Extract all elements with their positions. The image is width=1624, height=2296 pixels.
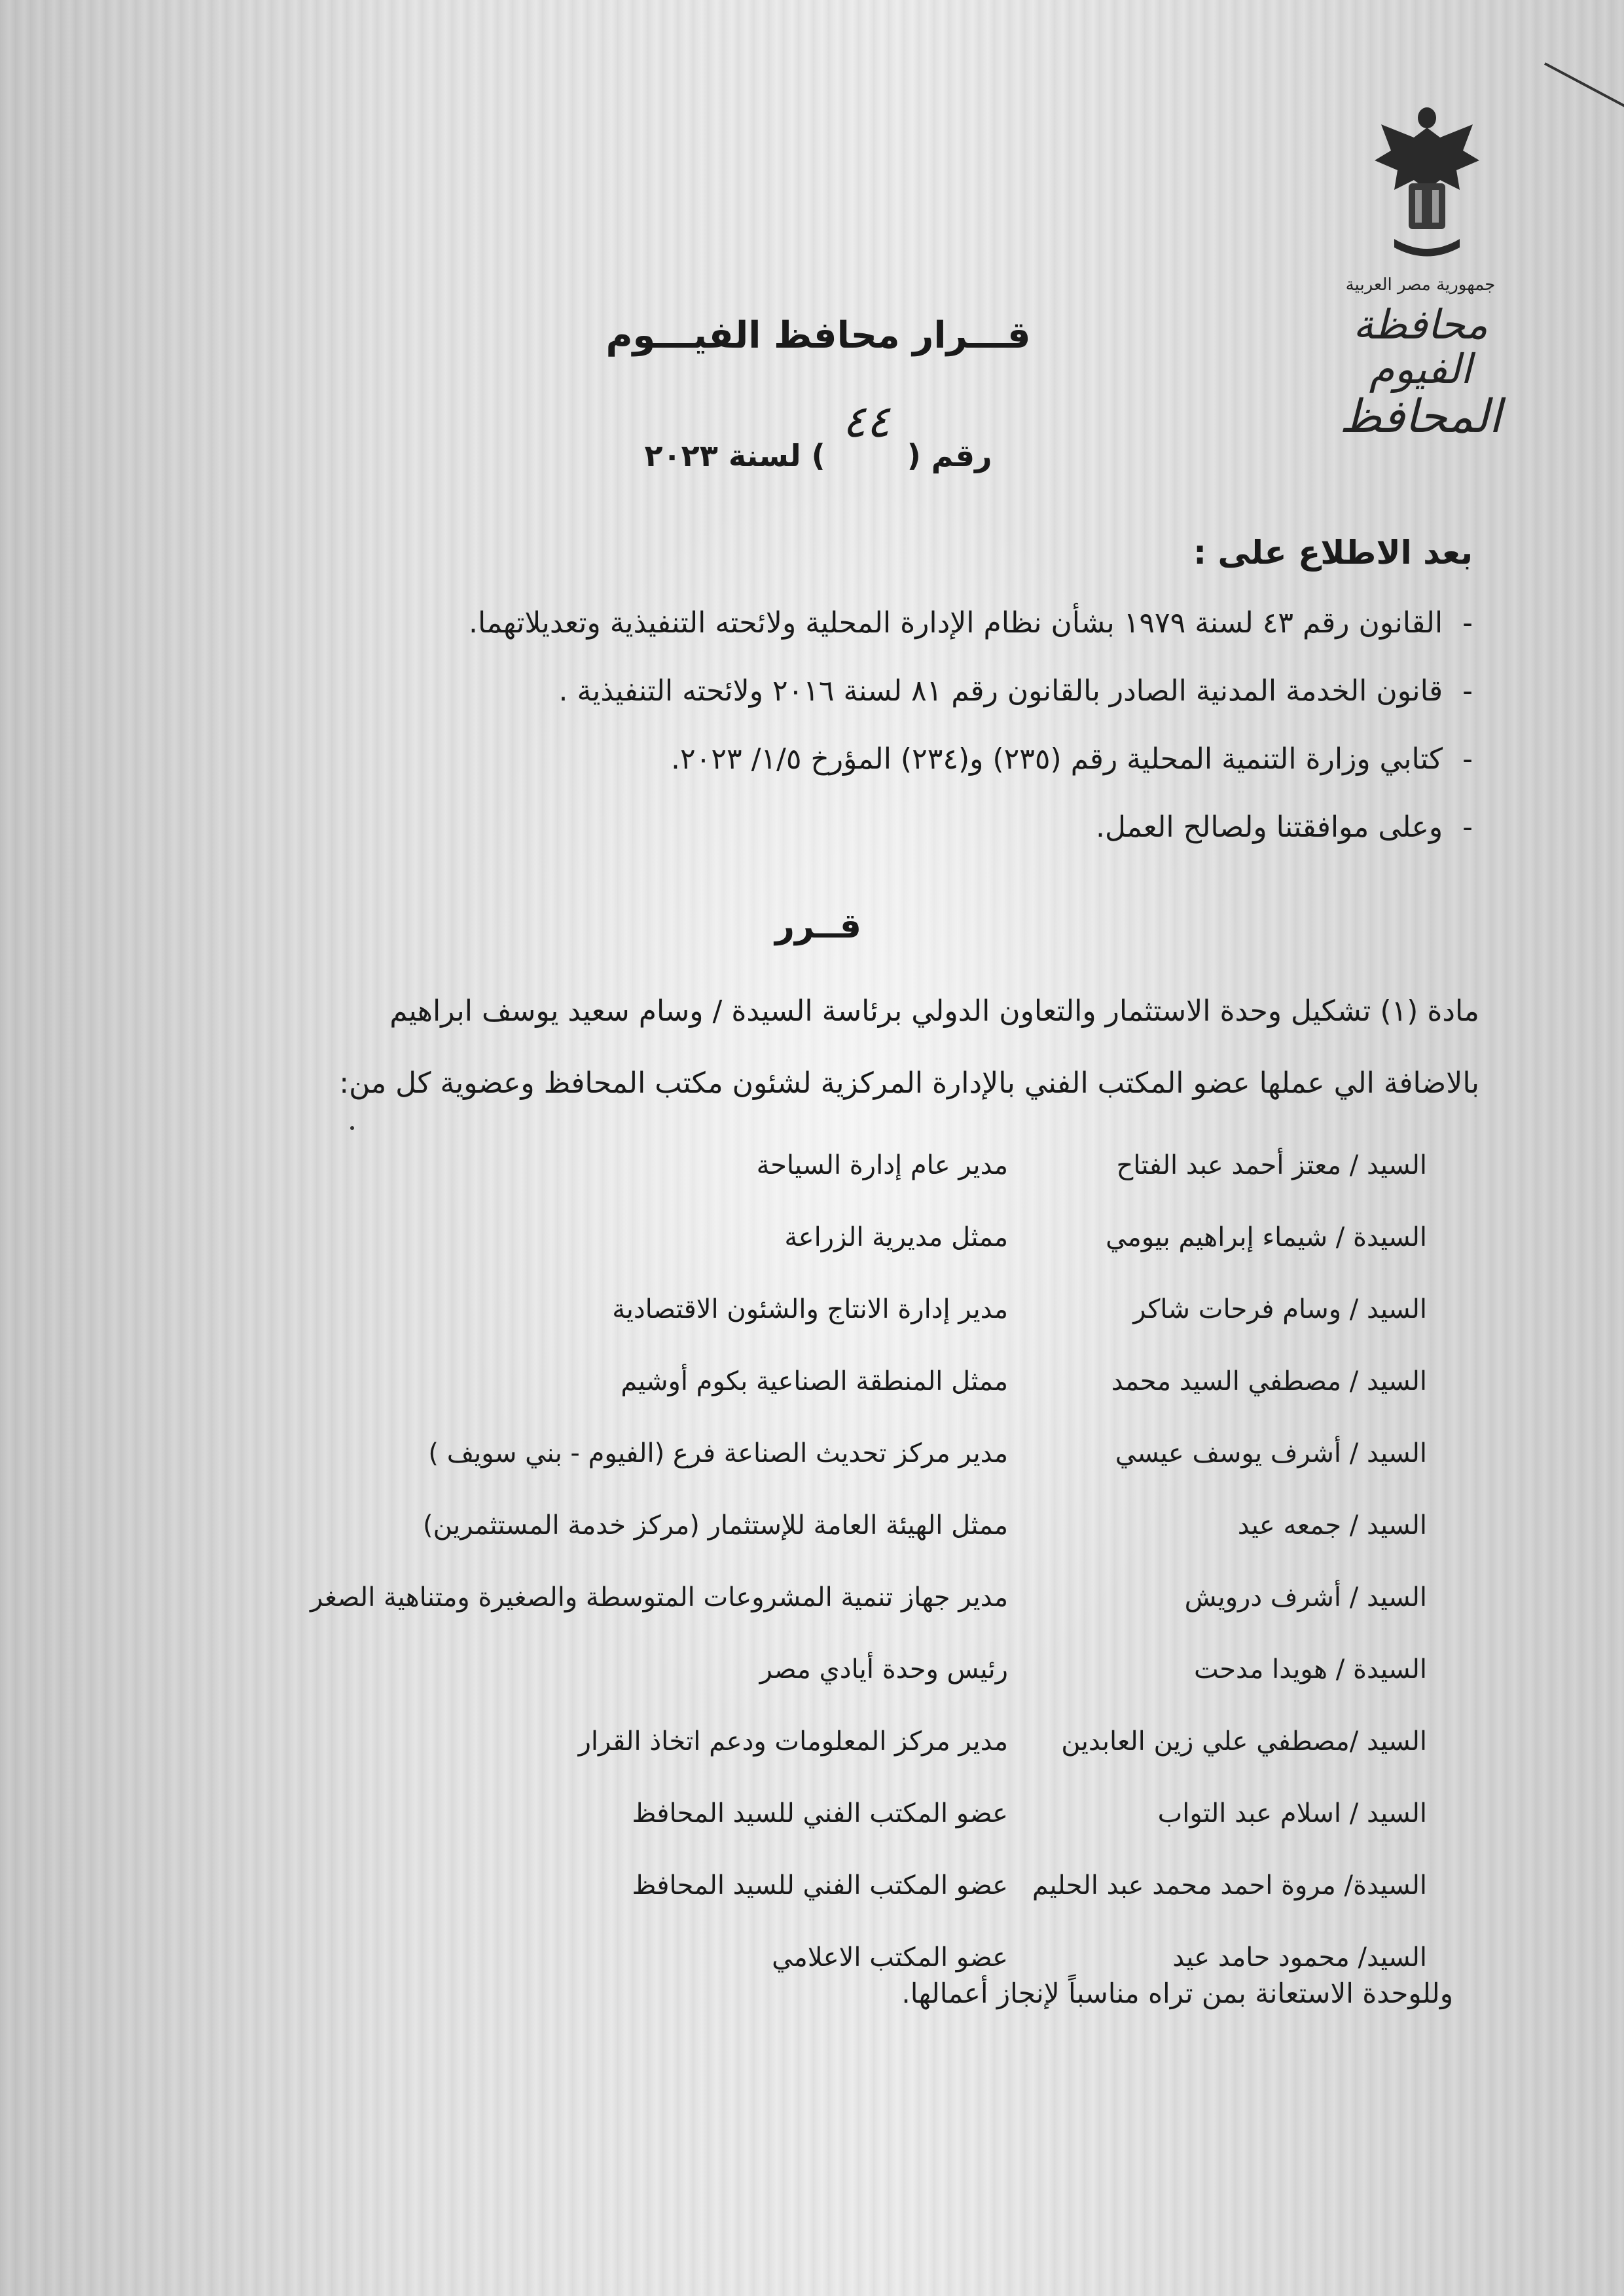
member-name: السيد / اسلام عبد التواب — [1157, 1798, 1427, 1829]
member-row — [118, 1201, 1427, 1273]
reference-item: -قانون الخدمة المدنية الصادر بالقانون رقم ٨١ لسنة ٢٠١٦ ولائحته التنفيذية . — [558, 674, 1473, 708]
member-role: عضو المكتب الاعلامي — [772, 1942, 1008, 1973]
reference-text: قانون الخدمة المدنية الصادر بالقانون رقم ٨١ لسنة ٢٠١٦ ولائحته التنفيذية . — [558, 674, 1443, 708]
member-role: مدير عام إدارة السياحة — [756, 1150, 1008, 1180]
member-name: السيد / وسام فرحات شاكر — [1133, 1294, 1427, 1324]
member-role: ممثل مديرية الزراعة — [784, 1222, 1008, 1252]
member-row — [118, 1345, 1427, 1417]
member-row — [118, 1417, 1427, 1489]
article-line-2: بالاضافة الي عملها عضو المكتب الفني بالإدارة المركزية لشئون مكتب المحافظ وعضوية كل من: — [339, 1066, 1479, 1100]
member-row — [118, 1633, 1427, 1705]
member-row — [118, 1129, 1427, 1201]
member-row — [118, 1777, 1427, 1850]
reference-item: -وعلى موافقتنا ولصالح العمل. — [1096, 811, 1473, 844]
decision-heading: قــرر — [775, 907, 861, 946]
corner-pen-mark — [1544, 62, 1624, 111]
member-role: ممثل المنطقة الصناعية بكوم أوشيم — [621, 1366, 1008, 1396]
member-name: السيد / أشرف درويش — [1184, 1582, 1427, 1613]
member-role: ممثل الهيئة العامة للإستثمار (مركز خدمة المستثمرين) — [423, 1510, 1008, 1540]
member-name: السيد / أشرف يوسف عيسي — [1115, 1438, 1427, 1468]
member-row — [118, 1561, 1427, 1633]
member-role: مدير إدارة الانتاج والشئون الاقتصادية — [612, 1294, 1008, 1324]
article-one — [183, 975, 1479, 1120]
member-role: رئيس وحدة أيادي مصر — [759, 1654, 1008, 1685]
letterhead — [1309, 275, 1532, 442]
decree-number-line — [622, 396, 1015, 477]
decree-number-prefix: رقم ( — [907, 438, 992, 473]
letterhead-governorate: محافظة الفيوم — [1353, 301, 1488, 393]
decree-number: ٤٤ — [842, 396, 890, 448]
closing-line: وللوحدة الاستعانة بمن تراه مناسباً لإنجاز أعمالها. — [901, 1977, 1453, 2009]
member-role: مدير جهاز تنمية المشروعات المتوسطة والصغيرة ومتناهية الصغر — [310, 1582, 1008, 1613]
member-name: السيد / جمعه عيد — [1237, 1510, 1427, 1540]
article-line-1: مادة (١) تشكيل وحدة الاستثمار والتعاون الدولي برئاسة السيدة / وسام سعيد يوسف ابراهيم — [389, 994, 1479, 1028]
member-name: السيد / مصطفي السيد محمد — [1111, 1366, 1427, 1396]
member-row — [118, 1850, 1427, 1922]
member-name: السيد/ محمود حامد عيد — [1172, 1942, 1427, 1973]
reference-text: كتابي وزارة التنمية المحلية رقم (٢٣٥) و(٢٣٤) المؤرخ ١/٥/ ٢٠٢٣. — [671, 742, 1443, 776]
references-list — [170, 589, 1473, 862]
reference-text: وعلى موافقتنا ولصالح العمل. — [1096, 811, 1443, 844]
member-name: السيدة / شيماء إبراهيم بيومي — [1106, 1222, 1427, 1252]
reference-item: -القانون رقم ٤٣ لسنة ١٩٧٩ بشأن نظام الإدارة المحلية ولائحته التنفيذية وتعديلاتهما. — [469, 606, 1473, 640]
reference-item: -كتابي وزارة التنمية المحلية رقم (٢٣٥) و(٢٣٤) المؤرخ ١/٥/ ٢٠٢٣. — [671, 742, 1473, 776]
member-row — [118, 1489, 1427, 1561]
member-role: عضو المكتب الفني للسيد المحافظ — [632, 1870, 1008, 1901]
member-name: السيدة/ مروة احمد محمد عبد الحليم — [1032, 1870, 1427, 1901]
member-name: السيد / معتز أحمد عبد الفتاح — [1116, 1150, 1427, 1180]
letterhead-office: المحافظ — [1339, 390, 1502, 444]
eagle-emblem-icon — [1368, 98, 1486, 262]
members-list — [118, 1129, 1427, 1994]
decree-number-suffix: ) لسنة ٢٠٢٣ — [644, 438, 825, 473]
reference-text: القانون رقم ٤٣ لسنة ١٩٧٩ بشأن نظام الإدارة المحلية ولائحته التنفيذية وتعديلاتهما. — [469, 606, 1443, 640]
letterhead-country: جمهورية مصر العربية — [1345, 275, 1496, 295]
member-role: عضو المكتب الفني للسيد المحافظ — [632, 1798, 1008, 1829]
member-role: مدير مركز تحديث الصناعة فرع (الفيوم - بني سويف ) — [428, 1438, 1008, 1468]
member-row — [118, 1273, 1427, 1345]
member-role: مدير مركز المعلومات ودعم اتخاذ القرار — [578, 1726, 1008, 1757]
member-row — [118, 1705, 1427, 1777]
member-name: السيد /مصطفي علي زين العابدين — [1061, 1726, 1427, 1757]
preamble-heading: بعد الاطلاع على : — [1193, 534, 1473, 572]
member-name: السيدة / هويدا مدحت — [1193, 1654, 1427, 1685]
decree-title: قـــرار محافظ الفيـــوم — [605, 314, 1031, 357]
